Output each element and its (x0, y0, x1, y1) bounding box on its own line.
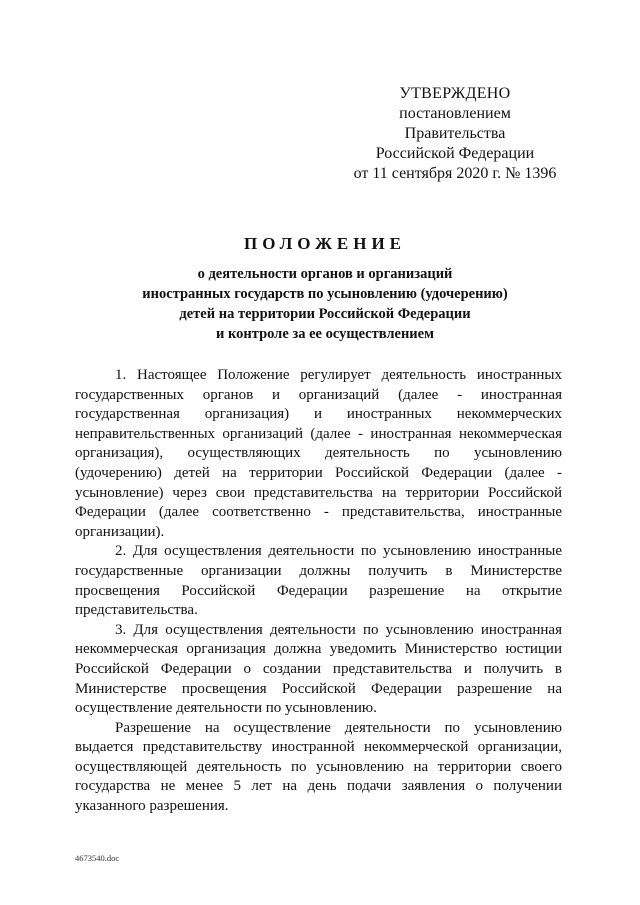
file-reference: 4673540.doc (75, 853, 120, 863)
approval-line: Российской Федерации (375, 145, 535, 162)
subtitle-line: о деятельности органов и организаций (197, 266, 453, 282)
approval-word: УТВЕРЖДЕНО (399, 85, 511, 102)
paragraph-4: Разрешение на осуществление деятельности по усыновлению выдается представительству иностранной некоммерческой организации, осуществляющей деятельность по усыновлению на территории своего государства не менее 5 лет на день подачи заявления о получении указанного разрешения. (75, 719, 562, 815)
subtitle-line: детей на территории Российской Федерации (179, 306, 471, 322)
subtitle-line: иностранных государств по усыновлению (удочерению) (142, 286, 508, 302)
approval-line: постановлением Правительства (399, 105, 511, 142)
paragraph-2: 2. Для осуществления деятельности по усыновлению иностранные государственные организации должны получить в Министерстве просвещения Российской Федерации разрешение на открытие представительства. (75, 543, 562, 619)
approval-stamp (350, 84, 560, 184)
document-title: ПОЛОЖЕНИЕ (244, 234, 406, 253)
approval-line: от 11 сентября 2020 г. № 1396 (353, 165, 557, 182)
subtitle-line: и контроле за ее осуществлением (216, 326, 434, 342)
paragraph-1: 1. Настоящее Положение регулирует деятельность иностранных государственных органов и организаций (далее - иностранная государственная организация) и иностранных некоммерческих неправительственных организаций (далее - иностранная некоммерческая организация), осуществляющих деятельность по усыновлению (удочерению) детей на территории Российской Федерации (далее - усыновление) через свои представительства на территории Российской Федерации (далее соответственно - представительства, иностранные организации). (75, 367, 562, 540)
document-heading (80, 234, 570, 344)
document-body (75, 366, 562, 817)
paragraph-3: 3. Для осуществления деятельности по усыновлению иностранная некоммерческая организация должна уведомить Министерство юстиции Российской Федерации о создании представительства и получить в Министерстве просвещения Российской Федерации разрешение на осуществление деятельности по усыновлению. (75, 621, 562, 717)
document-subtitle (80, 264, 570, 344)
